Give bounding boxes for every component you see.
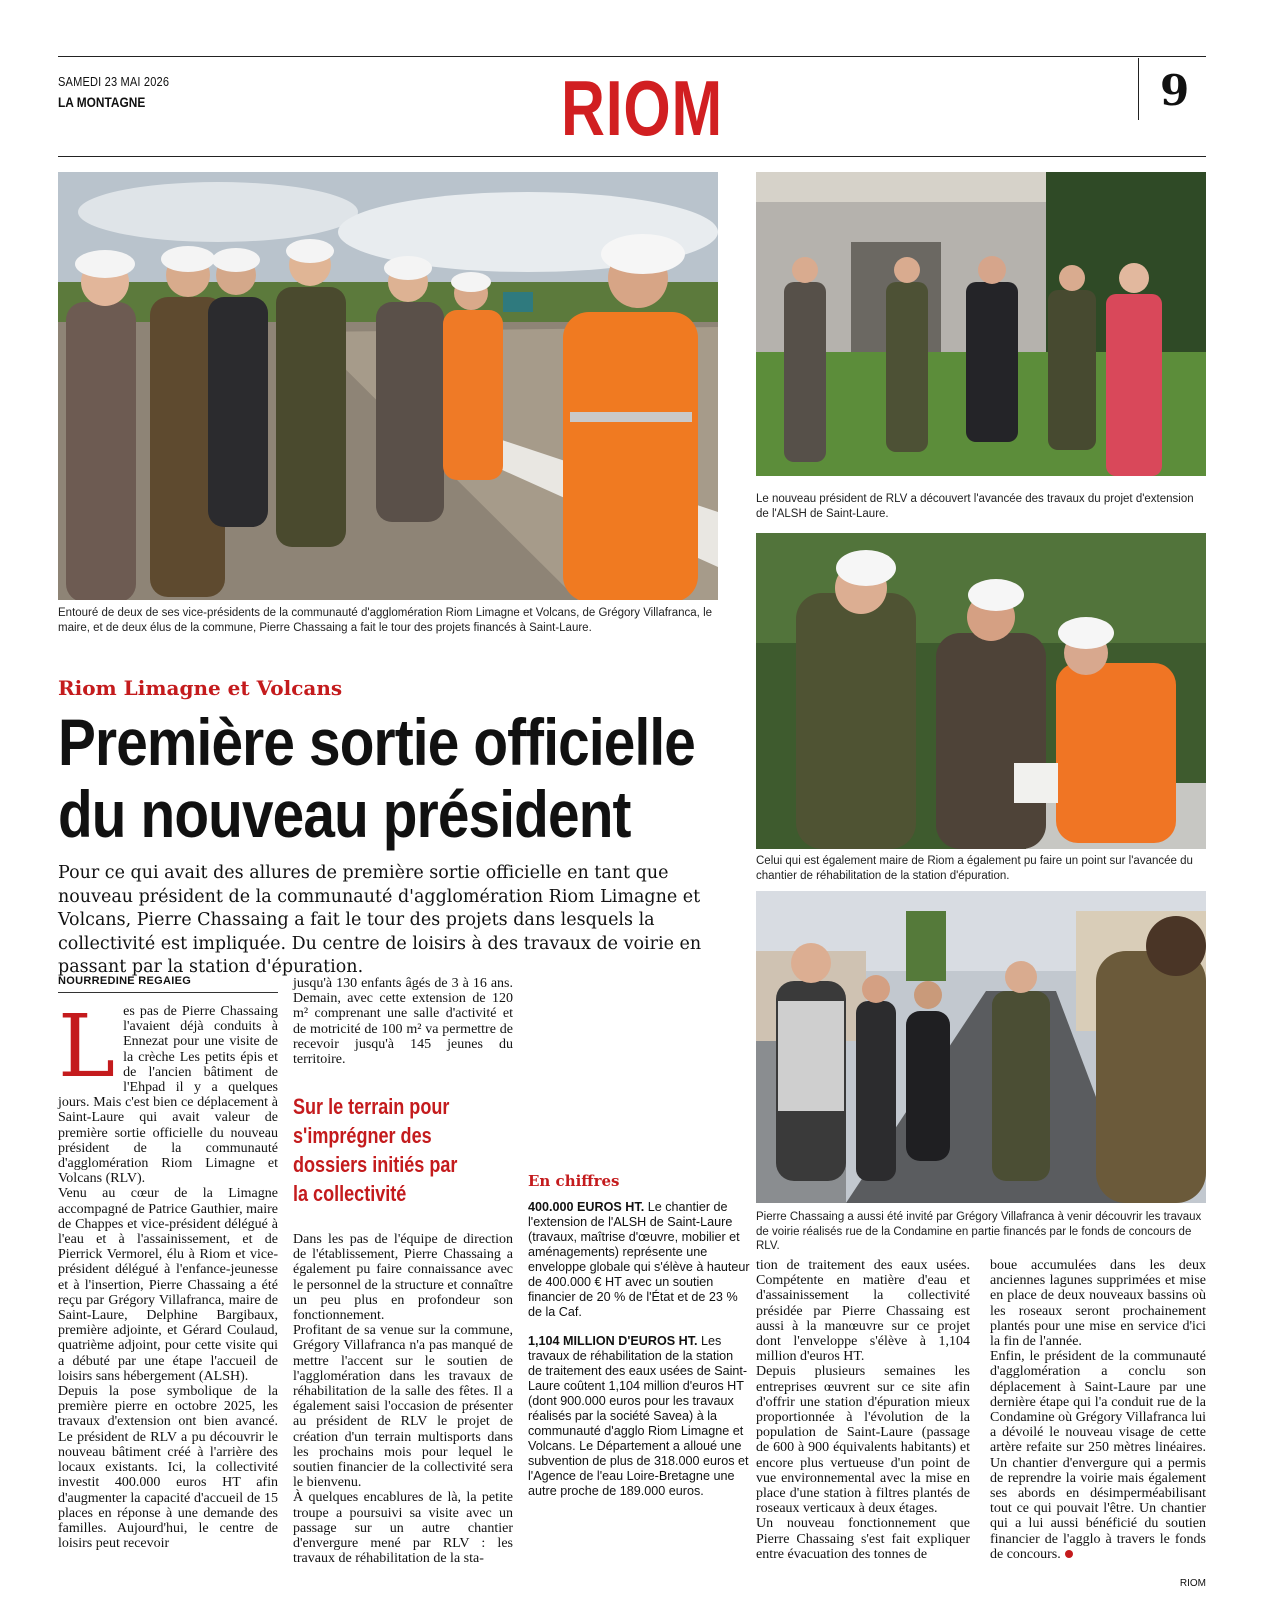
figure-amount: 1,104 MILLION D'EUROS HT. [528,1334,698,1348]
station-photo-caption: Celui qui est également maire de Riom a également pu faire un point sur l'avancée du chantier de réhabilitation de la station d'épuration. [756,855,1193,882]
column-4-paragraph: Un nouveau fonctionnement que Pierre Chassaing s'est fait expliquer entre évacuation des tonnes de [756,1516,970,1562]
column-5-paragraph [990,1349,1206,1562]
column-1-paragraph: Venu au cœur de la Limagne accompagné de Patrice Gauthier, maire de Chappes et vice-président délégué à l'eau et à l'assainissement, et de Pierrick Vermorel, élu à Riom et vice-président délégué à l'enfance-jeunesse et à l'insertion, Pierre Chassaing a été reçu par Grégory Villafranca, maire de Saint-Laure, Delphine Bargibaux, première adjointe, et Gérard Coulaud, quatrième adjoint, pour cette visite qui a débuté par une étape l'accueil de loisirs sans hébergement (ALSH). [58,1186,278,1384]
article-lead: Pour ce qui avait des allures de première sortie officielle en tant que nouveau président de la communauté d'agglomération Riom Limagne et Volcans, Pierre Chassaing a fait le tour des projets dans lesquels la collectivité est impliquée. Du centre de loisirs à des travaux de voirie en passant par la station d'épuration. [58,863,702,977]
column-5-final-text: Enfin, le président de la communauté d'agglomération a conclu son déplacement à Saint-Laure par une dernière étape qui l'a conduit rue de la Condamine où Grégory Villafranca lui a dévoilé le nouveau visage de cette artère refaite sur 250 mètres linéaires. Un chantier d'envergure qui a permis de reprendre la voirie mais également ses abords en désimperméabilisant tout ce qui pouvait l'être. Un chantier qui a lui aussi bénéficié du soutien financier de l'agglo à travers le fonds de concours. [990,1349,1206,1562]
figure-item [528,1334,750,1499]
station-photo [756,533,1206,849]
article-column-1 [58,997,278,1552]
figures-box [528,1200,750,1513]
author-byline: NOURREDINE REGAIEG [58,975,192,987]
header-top-rule [58,56,1206,57]
article-column-5 [990,1258,1206,1562]
header-bottom-rule [58,156,1206,157]
alsh-photo [756,172,1206,476]
column-4-paragraph: tion de traitement des eaux usées. Compétente en matière d'eau et d'assainissement la collectivité présidée par Pierre Chassaing est aussi à la manœuvre sur ce projet dont l'enveloppe s'élève à 1,104 million d'euros HT. [756,1258,970,1365]
article-column-2-top [293,976,513,1067]
column-2-paragraph: À quelques encablures de là, la petite troupe a poursuivi sa visite avec un passage sur un autre chantier d'envergure mené par RLV : les travaux de réhabilitation de la sta- [293,1490,513,1567]
column-4-paragraph: Depuis plusieurs semaines les entreprises œuvrent sur ce site afin d'offrir une station d'épuration mieux proportionnée à l'évolution de la population de Saint-Laure (passage de 600 à 900 équivalents habitants) et encore plus vertueuse d'un point de vue environnemental avec la mise en place d'une station à filtres plantés de roseaux verticaux à deux étages. [756,1364,970,1517]
drop-cap: L [58,997,116,1097]
page-footer: RIOM [1179,1578,1206,1589]
headline-line-2: du nouveau président [58,777,631,851]
column-1-paragraph: es pas de Pierre Chassaing l'avaient déjà conduits à Ennezat pour une visite de la crèche Les petits épis et de l'ancien bâtiment de l'Ehpad il y a quelques jours. Mais c'est bien ce déplacement à Saint-Laure qui avait valeur de première sortie officielle du nouveau président de la communauté d'agglomération Riom Limagne et Volcans (RLV). [58,1004,278,1187]
main-photo [58,172,718,600]
header-separator [1138,58,1139,120]
newspaper-name: LA MONTAGNE [58,94,146,110]
article-subhead: Sur le terrain pour s'imprégner des dossiers initiés par la collectivité [293,1094,458,1206]
figure-text: Le chantier de l'extension de l'ALSH de Saint-Laure (travaux, maîtrise d'œuvre, mobilier et aménagements) représente une enveloppe globale qui s'élève à hauteur de 400.000 € HT avec un soutien financier de 20 % de l'État et de 23 % de la Caf. [528,1200,750,1319]
figure-amount: 400.000 EUROS HT. [528,1200,645,1214]
headline-line-1: Première sortie officielle [58,705,695,779]
article-column-4 [756,1258,970,1562]
column-2-paragraph: jusqu'à 130 enfants âgés de 3 à 16 ans. Demain, avec cette extension de 120 m² comprenant une salle d'activité et de motricité de 100 m² va permettre de recevoir jusqu'à 145 jeunes du territoire. [293,976,513,1068]
voirie-photo-caption: Pierre Chassaing a aussi été invité par Grégory Villafranca à venir découvrir les travaux de voirie réalisés rue de la Condamine en partie financés par le fonds de concours de RLV. [756,1211,1202,1252]
column-2-paragraph: Dans les pas de l'équipe de direction de l'établissement, Pierre Chassaing a également pu faire connaissance avec le personnel de la structure et connaître un peu plus en profondeur son fonctionnement. [293,1232,514,1324]
main-photo-caption: Entouré de deux de ses vice-présidents de la communauté d'agglomération Riom Limagne et Volcans, de Grégory Villafranca, le maire, et de deux élus de la commune, Pierre Chassaing a fait le tour des projets financés à Saint-Laure. [58,607,713,634]
article-kicker: Riom Limagne et Volcans [58,676,343,700]
figure-item [528,1200,750,1320]
column-5-paragraph: boue accumulées dans les deux anciennes lagunes supprimées et mise en place de deux nouveaux bassins où les roseaux seront prochainement plantés pour une mise en service d'ici la fin de l'année. [990,1258,1206,1350]
figure-text: Les travaux de réhabilitation de la station de traitement des eaux usées de Saint-Laure coûtent 1,104 million d'euros HT (dont 900.000 euros pour les travaux réalisés par la société Savea) à la communauté d'agglo Riom Limagne et Volcans. Le Département a alloué une subvention de plus de 318.000 euros et l'Agence de l'eau Loire-Bretagne une autre proche de 189.000 euros. [528,1334,749,1498]
page-number: 9 [1160,66,1190,115]
issue-date: SAMEDI 23 MAI 2026 [58,74,170,89]
alsh-photo-caption: Le nouveau président de RLV a découvert l'avancée des travaux du projet d'extension de l'ALSH de Saint-Laure. [756,493,1194,520]
section-title: RIOM [561,64,723,152]
article-column-2-bottom [293,1232,513,1566]
voirie-photo [756,891,1206,1203]
column-2-paragraph: Profitant de sa venue sur la commune, Grégory Villafranca n'a pas manqué de mettre l'accent sur le soutien de l'agglomération dans les travaux de réhabilitation de la salle des fêtes. Il a également saisi l'occasion de présenter au président de RLV le projet de création d'un terrain multisports dans les prochains mois pour lequel le soutien financier de la collectivité sera le bienvenu. [293,1323,513,1491]
article-headline [58,706,746,850]
figures-title: En chiffres [528,1172,620,1190]
byline-rule [58,992,278,993]
end-of-article-dot-icon [1065,1550,1073,1558]
column-1-paragraph: Depuis la pose symbolique de la première pierre en octobre 2025, les travaux d'extension ont bien avancé. Le président de RLV a pu découvrir le nouveau bâtiment créé à l'arrière des locaux existants. Ici, la collectivité investit 400.000 euros HT afin d'augmenter la capacité d'accueil de 15 places en réponse à une demande des familles. Aujourd'hui, le centre de loisirs peut recevoir [58,1384,278,1552]
